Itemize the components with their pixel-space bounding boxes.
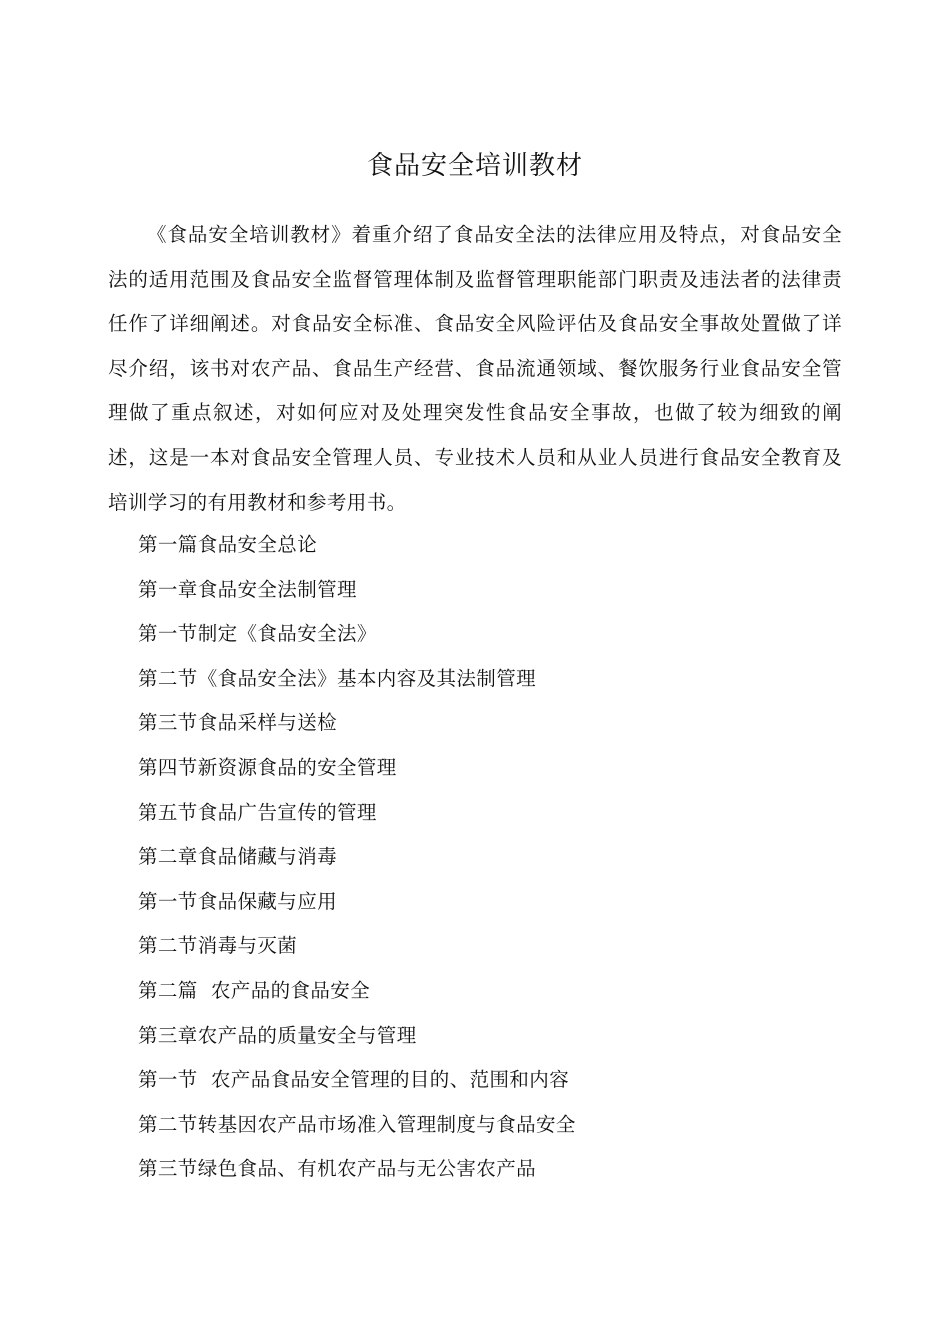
toc-item: 第一篇食品安全总论 — [138, 533, 318, 556]
page-title: 食品安全培训教材 — [366, 151, 583, 181]
toc-item: 第四节新资源食品的安全管理 — [138, 755, 397, 779]
toc-item: 第二章食品储藏与消毒 — [138, 845, 338, 869]
toc-item: 第一节食品保藏与应用 — [138, 889, 338, 913]
toc-item: 第二节《食品安全法》基本内容及其法制管理 — [138, 666, 537, 690]
toc-item: 第一节制定《食品安全法》 — [138, 622, 377, 646]
toc-item: 第五节食品广告宣传的管理 — [138, 800, 377, 824]
toc-item: 第一章食品安全法制管理 — [138, 577, 357, 601]
intro-paragraph: 《食品安全培训教材》着重介绍了食品安全法的法律应用及特点，对食品安全法的适用范围及食品安全监督管理体制及监督管理职能部门职责及违法者的法律责任作了详细阐述。对食品安全标准、食品安全风险评估及食品安全事故处置做了详尽介绍，该书对农产品、食品生产经营、食品流通领域、餐饮服务行业食品安全管理做了重点叙述，对如何应对及处理突发性食品安全事故，也做了较为细致的阐述，这是一本对食品安全管理人员、专业技术人员和从业人员进行食品安全教育及培训学习的有用教材和参考用书。 — [108, 223, 842, 514]
table-of-contents — [138, 523, 858, 1192]
toc-item: 第一节 农产品食品安全管理的目的、范围和内容 — [138, 1068, 570, 1092]
toc-item: 第三章农产品的质量安全与管理 — [138, 1023, 417, 1047]
toc-item: 第三节食品采样与送检 — [138, 711, 338, 735]
toc-item: 第二节转基因农产品市场准入管理制度与食品安全 — [138, 1112, 576, 1136]
toc-item: 第二篇 农产品的食品安全 — [138, 978, 371, 1002]
toc-item: 第三节绿色食品、有机农产品与无公害农产品 — [138, 1157, 537, 1181]
toc-item: 第二节消毒与灭菌 — [138, 934, 298, 958]
